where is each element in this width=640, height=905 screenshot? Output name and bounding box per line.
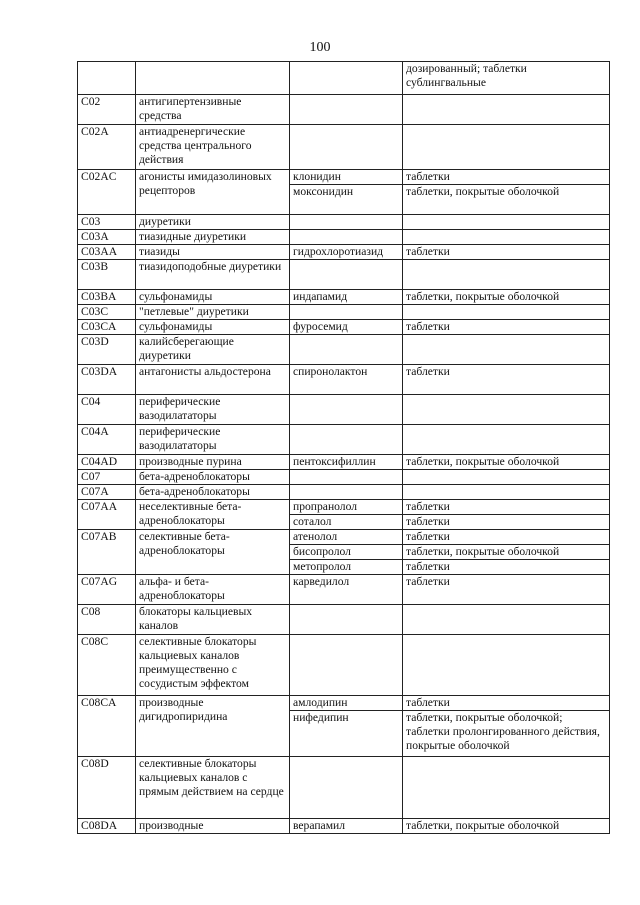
atc-code-cell: C07AB (78, 530, 136, 575)
drug-name-cell: карведилол (290, 575, 403, 605)
atc-code-cell: C03 (78, 215, 136, 230)
group-name-cell: сульфонамиды (136, 320, 290, 335)
dosage-form-cell: таблетки, покрытые оболочкой (403, 455, 610, 470)
table-row (78, 470, 610, 485)
atc-code-cell: C02AC (78, 170, 136, 215)
atc-code-cell: C03B (78, 260, 136, 290)
drug-name-cell: атенолол (290, 530, 403, 545)
group-name-cell: тиазидные диуретики (136, 230, 290, 245)
table-row (78, 605, 610, 635)
table-row (78, 819, 610, 834)
atc-code-cell: C03D (78, 335, 136, 365)
drug-name-cell: бисопролол (290, 545, 403, 560)
drug-name-cell: верапамил (290, 819, 403, 834)
drug-name-cell (290, 95, 403, 125)
drug-name-cell (290, 260, 403, 290)
atc-code-cell: C08DA (78, 819, 136, 834)
table-row (78, 425, 610, 455)
drug-name-cell (290, 395, 403, 425)
dosage-form-cell: таблетки (403, 365, 610, 395)
dosage-form-cell: таблетки (403, 515, 610, 530)
dosage-form-cell (403, 470, 610, 485)
group-name-cell: альфа- и бета-адреноблокаторы (136, 575, 290, 605)
atc-code-cell: C03C (78, 305, 136, 320)
atc-code-cell (78, 62, 136, 95)
group-name-cell: производные пурина (136, 455, 290, 470)
group-name-cell: производные (136, 819, 290, 834)
table-row (78, 485, 610, 500)
group-name-cell (136, 62, 290, 95)
dosage-form-cell (403, 305, 610, 320)
dosage-form-cell (403, 757, 610, 819)
table-row (78, 500, 610, 515)
table-row (78, 170, 610, 185)
drug-name-cell: индапамид (290, 290, 403, 305)
group-name-cell: селективные блокаторы кальциевых каналов преимущественно с сосудистым эффектом (136, 635, 290, 696)
group-name-cell: антиадренергические средства центрального действия (136, 125, 290, 170)
drug-name-cell (290, 335, 403, 365)
group-name-cell: неселективные бета-адреноблокаторы (136, 500, 290, 530)
drug-name-cell: клонидин (290, 170, 403, 185)
dosage-form-cell: таблетки, покрытые оболочкой (403, 819, 610, 834)
dosage-form-cell: таблетки (403, 500, 610, 515)
group-name-cell: селективные блокаторы кальциевых каналов с прямым действием на сердце (136, 757, 290, 819)
drug-name-cell (290, 635, 403, 696)
dosage-form-cell: таблетки (403, 170, 610, 185)
drug-name-cell: амлодипин (290, 696, 403, 711)
drug-name-cell: фуросемид (290, 320, 403, 335)
dosage-form-cell: таблетки (403, 560, 610, 575)
dosage-form-cell (403, 425, 610, 455)
atc-code-cell: C04 (78, 395, 136, 425)
dosage-form-cell (403, 635, 610, 696)
group-name-cell: бета-адреноблокаторы (136, 470, 290, 485)
group-name-cell: антагонисты альдостерона (136, 365, 290, 395)
dosage-form-cell (403, 395, 610, 425)
dosage-form-cell: таблетки, покрытые оболочкой (403, 185, 610, 215)
atc-code-cell: C04AD (78, 455, 136, 470)
group-name-cell: периферические вазодилататоры (136, 425, 290, 455)
atc-code-cell: C07 (78, 470, 136, 485)
dosage-form-cell (403, 125, 610, 170)
table-row (78, 290, 610, 305)
dosage-form-cell (403, 260, 610, 290)
drug-name-cell: пропранолол (290, 500, 403, 515)
group-name-cell: производные дигидропиридина (136, 696, 290, 757)
group-name-cell: периферические вазодилататоры (136, 395, 290, 425)
atc-code-cell: C08D (78, 757, 136, 819)
group-name-cell: агонисты имидазолиновых рецепторов (136, 170, 290, 215)
dosage-form-cell: таблетки (403, 575, 610, 605)
table-row (78, 125, 610, 170)
dosage-form-cell: дозированный; таблетки сублингвальные (403, 62, 610, 95)
group-name-cell: тиазидоподобные диуретики (136, 260, 290, 290)
table-row (78, 575, 610, 605)
table-row (78, 455, 610, 470)
drug-name-cell (290, 757, 403, 819)
drug-name-cell (290, 215, 403, 230)
drug-name-cell: пентоксифиллин (290, 455, 403, 470)
dosage-form-cell: таблетки (403, 530, 610, 545)
dosage-form-cell (403, 335, 610, 365)
group-name-cell: бета-адреноблокаторы (136, 485, 290, 500)
drug-name-cell (290, 230, 403, 245)
table-row (78, 395, 610, 425)
group-name-cell: тиазиды (136, 245, 290, 260)
dosage-form-cell: таблетки, покрытые оболочкой (403, 290, 610, 305)
drug-name-cell (290, 605, 403, 635)
atc-code-cell: C03CA (78, 320, 136, 335)
table-row (78, 230, 610, 245)
dosage-form-cell: таблетки, покрытые оболочкой; таблетки пролонгированного действия, покрытые оболочкой (403, 711, 610, 757)
table-row (78, 635, 610, 696)
table-row (78, 215, 610, 230)
table-row (78, 245, 610, 260)
drug-name-cell: метопролол (290, 560, 403, 575)
group-name-cell: сульфонамиды (136, 290, 290, 305)
dosage-form-cell (403, 230, 610, 245)
drug-name-cell (290, 125, 403, 170)
group-name-cell: диуретики (136, 215, 290, 230)
drug-name-cell (290, 485, 403, 500)
dosage-form-cell (403, 605, 610, 635)
dosage-form-cell (403, 485, 610, 500)
dosage-form-cell: таблетки (403, 320, 610, 335)
drug-name-cell: моксонидин (290, 185, 403, 215)
atc-code-cell: C04A (78, 425, 136, 455)
atc-code-cell: C02A (78, 125, 136, 170)
table-row (78, 95, 610, 125)
drug-name-cell: спиронолактон (290, 365, 403, 395)
atc-code-cell: C08 (78, 605, 136, 635)
group-name-cell: "петлевые" диуретики (136, 305, 290, 320)
atc-code-cell: C07A (78, 485, 136, 500)
page-number: 100 (309, 40, 331, 55)
drug-name-cell (290, 62, 403, 95)
table-row (78, 696, 610, 711)
dosage-form-cell: таблетки (403, 245, 610, 260)
drug-name-cell (290, 425, 403, 455)
table-row (78, 365, 610, 395)
table-row (78, 305, 610, 320)
drug-name-cell: соталол (290, 515, 403, 530)
atc-code-cell: C03A (78, 230, 136, 245)
atc-code-cell: C03BA (78, 290, 136, 305)
dosage-form-cell: таблетки (403, 696, 610, 711)
table-row (78, 62, 610, 95)
drug-name-cell (290, 470, 403, 485)
dosage-form-cell: таблетки, покрытые оболочкой (403, 545, 610, 560)
atc-code-cell: C03DA (78, 365, 136, 395)
table-row (78, 530, 610, 545)
drug-classification-table (77, 61, 610, 834)
dosage-form-cell (403, 215, 610, 230)
atc-code-cell: C08CA (78, 696, 136, 757)
table-row (78, 260, 610, 290)
group-name-cell: селективные бета-адреноблокаторы (136, 530, 290, 575)
dosage-form-cell (403, 95, 610, 125)
drug-name-cell (290, 305, 403, 320)
table-row (78, 320, 610, 335)
table-row (78, 335, 610, 365)
atc-code-cell: C08C (78, 635, 136, 696)
drug-name-cell: гидрохлоротиазид (290, 245, 403, 260)
group-name-cell: калийсберегающие диуретики (136, 335, 290, 365)
atc-code-cell: C02 (78, 95, 136, 125)
atc-code-cell: C07AA (78, 500, 136, 530)
atc-code-cell: C03AA (78, 245, 136, 260)
atc-code-cell: C07AG (78, 575, 136, 605)
group-name-cell: блокаторы кальциевых каналов (136, 605, 290, 635)
group-name-cell: антигипертензивные средства (136, 95, 290, 125)
drug-name-cell: нифедипин (290, 711, 403, 757)
table-row (78, 757, 610, 819)
